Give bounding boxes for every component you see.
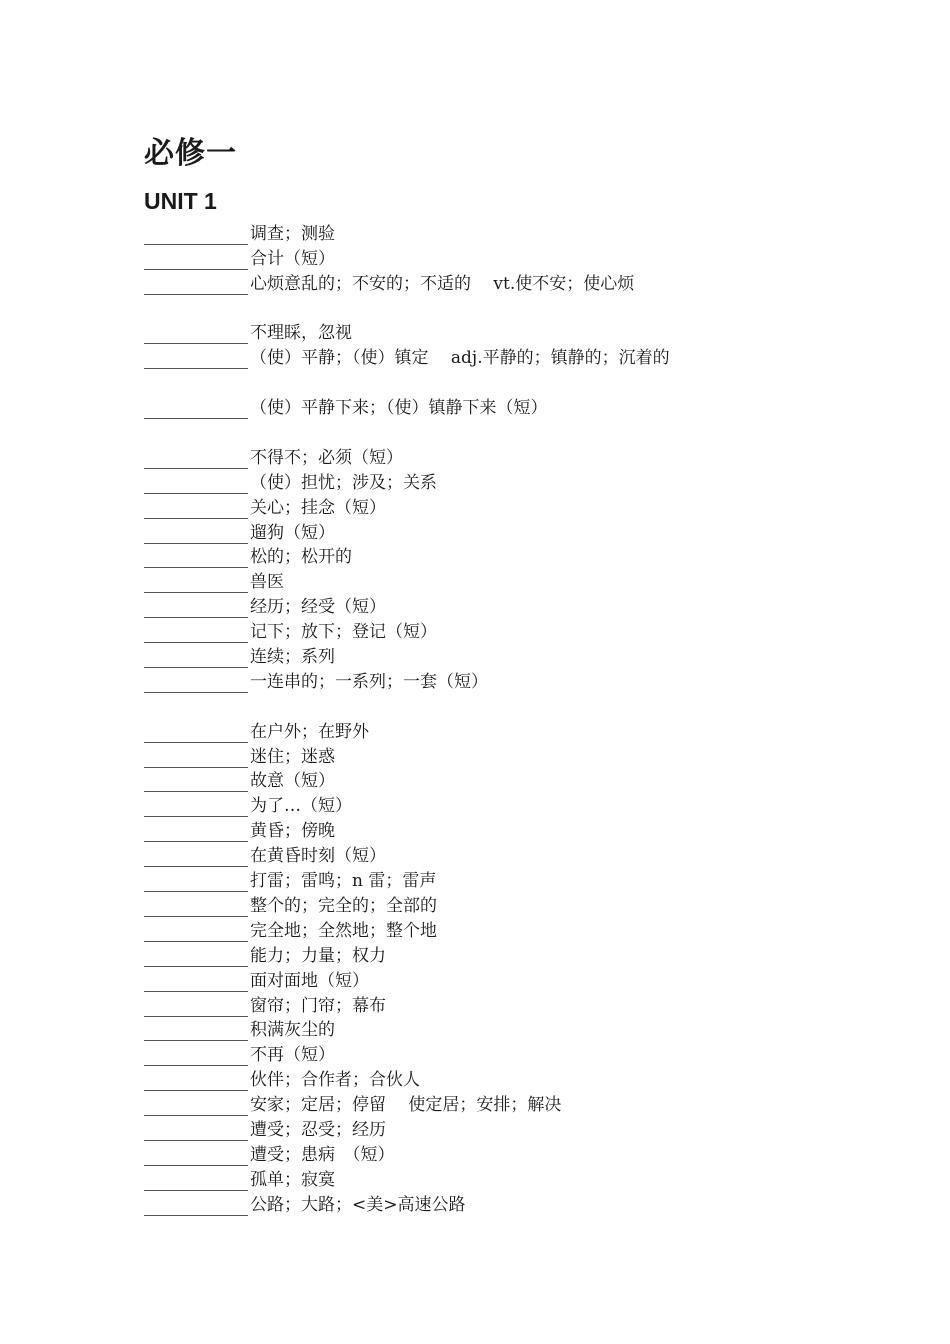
- vocab-meaning: 记下；放下；登记（短）: [250, 622, 437, 643]
- answer-blank[interactable]: [144, 898, 248, 917]
- answer-blank[interactable]: [144, 923, 248, 942]
- vocab-item: [144, 270, 864, 295]
- vocab-item: [144, 867, 864, 892]
- answer-blank[interactable]: [144, 549, 248, 568]
- answer-blank[interactable]: [144, 276, 248, 295]
- answer-blank[interactable]: [144, 400, 248, 419]
- answer-blank[interactable]: [144, 649, 248, 668]
- vocab-item: [144, 718, 864, 743]
- answer-blank[interactable]: [144, 823, 248, 842]
- answer-blank[interactable]: [144, 599, 248, 618]
- vocab-item: [144, 1017, 864, 1042]
- answer-blank[interactable]: [144, 1122, 248, 1141]
- vocab-meaning: 伙伴；合作者；合伙人: [250, 1070, 420, 1091]
- answer-blank[interactable]: [144, 674, 248, 693]
- vocab-meaning: 孤单；寂寞: [250, 1169, 335, 1190]
- vocab-meaning: 积满灰尘的: [250, 1020, 335, 1041]
- vocab-meaning: 兽医: [250, 572, 284, 593]
- answer-blank[interactable]: [144, 1022, 248, 1041]
- answer-blank[interactable]: [144, 948, 248, 967]
- vocab-meaning: 不再（短）: [250, 1045, 335, 1066]
- answer-blank[interactable]: [144, 500, 248, 519]
- vocab-item: [144, 917, 864, 942]
- vocab-meaning: 在户外；在野外: [250, 721, 369, 742]
- answer-blank[interactable]: [144, 226, 248, 245]
- vocab-meaning: 关心；挂念（短）: [250, 497, 386, 518]
- vocab-item: [144, 768, 864, 793]
- answer-blank[interactable]: [144, 1097, 248, 1116]
- vocab-item: [144, 394, 864, 419]
- vocab-item: [144, 792, 864, 817]
- vocab-item: [144, 320, 864, 345]
- answer-blank[interactable]: [144, 525, 248, 544]
- vocab-item: [144, 1166, 864, 1191]
- answer-blank[interactable]: [144, 251, 248, 270]
- vocab-meaning: 遛狗（短）: [250, 522, 335, 543]
- vocab-item: [144, 519, 864, 544]
- answer-blank[interactable]: [144, 798, 248, 817]
- answer-blank[interactable]: [144, 1172, 248, 1191]
- vocab-item: [144, 967, 864, 992]
- answer-blank[interactable]: [144, 1072, 248, 1091]
- unit-heading: UNIT 1: [144, 188, 217, 214]
- vocab-item: [144, 1141, 864, 1166]
- vocab-item: [144, 544, 864, 569]
- vocab-item: [144, 618, 864, 643]
- vocab-meaning: 为了…（短）: [250, 796, 352, 817]
- vocab-meaning: （使）担忧；涉及；关系: [250, 472, 437, 493]
- document-title: 必修一: [144, 136, 237, 171]
- answer-blank[interactable]: [144, 475, 248, 494]
- answer-blank[interactable]: [144, 1197, 248, 1216]
- vocab-item: [144, 568, 864, 593]
- vocab-meaning: 在黄昏时刻（短）: [250, 846, 386, 867]
- vocab-meaning: （使）平静；（使）镇定 adj.平静的；镇静的；沉着的: [250, 348, 670, 369]
- vocab-meaning: 黄昏；傍晚: [250, 821, 335, 842]
- vocab-meaning: 窗帘；门帘；幕布: [250, 995, 386, 1016]
- vocab-meaning: 迷住；迷惑: [250, 746, 335, 767]
- vocab-meaning: 安家；定居；停留 使定居；安排；解决: [250, 1095, 562, 1116]
- vocab-item: [144, 1066, 864, 1091]
- vocab-meaning: 完全地；全然地；整个地: [250, 920, 437, 941]
- vocab-meaning: 调查；测验: [250, 223, 335, 244]
- vocab-meaning: 松的；松开的: [250, 547, 352, 568]
- answer-blank[interactable]: [144, 1047, 248, 1066]
- answer-blank[interactable]: [144, 624, 248, 643]
- answer-blank[interactable]: [144, 998, 248, 1017]
- vocab-item: [144, 643, 864, 668]
- vocab-item: [144, 593, 864, 618]
- vocab-meaning: 一连串的；一系列；一套（短）: [250, 671, 488, 692]
- vocab-item: [144, 220, 864, 245]
- vocab-item: [144, 743, 864, 768]
- vocab-meaning: 合计（短）: [250, 248, 335, 269]
- vocab-meaning: 故意（短）: [250, 771, 335, 792]
- answer-blank[interactable]: [144, 450, 248, 469]
- answer-blank[interactable]: [144, 873, 248, 892]
- vocab-item: [144, 668, 864, 693]
- answer-blank[interactable]: [144, 1147, 248, 1166]
- vocab-meaning: 整个的；完全的；全部的: [250, 895, 437, 916]
- vocab-item: [144, 1116, 864, 1141]
- answer-blank[interactable]: [144, 574, 248, 593]
- vocab-item: [144, 344, 864, 369]
- vocab-item: [144, 1191, 864, 1216]
- document-page: [144, 132, 864, 1216]
- vocab-meaning: 心烦意乱的；不安的；不适的 vt.使不安；使心烦: [250, 273, 635, 294]
- vocab-item: [144, 245, 864, 270]
- vocab-meaning: 不得不；必须（短）: [250, 447, 403, 468]
- vocab-meaning: 打雷；雷鸣；n 雷；雷声: [250, 871, 437, 892]
- answer-blank[interactable]: [144, 350, 248, 369]
- answer-blank[interactable]: [144, 848, 248, 867]
- vocab-item: [144, 469, 864, 494]
- vocab-meaning: 面对面地（短）: [250, 970, 369, 991]
- vocab-meaning: 不理睬，忽视: [250, 323, 352, 344]
- answer-blank[interactable]: [144, 773, 248, 792]
- vocab-item: [144, 494, 864, 519]
- vocab-meaning: 能力；力量；权力: [250, 945, 386, 966]
- vocab-meaning: （使）平静下来；（使）镇静下来（短）: [250, 398, 548, 419]
- vocab-item: [144, 817, 864, 842]
- vocab-meaning: 经历；经受（短）: [250, 597, 386, 618]
- vocab-item: [144, 842, 864, 867]
- answer-blank[interactable]: [144, 749, 248, 768]
- vocab-meaning: 遭受；患病 （短）: [250, 1144, 395, 1165]
- vocab-item: [144, 992, 864, 1017]
- vocab-meaning: 遭受；忍受；经历: [250, 1119, 386, 1140]
- vocab-item: [144, 1091, 864, 1116]
- vocab-list: [144, 220, 864, 1216]
- vocab-meaning: 公路；大路；<美>高速公路: [250, 1194, 466, 1215]
- vocab-item: [144, 444, 864, 469]
- vocab-meaning: 连续；系列: [250, 647, 335, 668]
- answer-blank[interactable]: [144, 325, 248, 344]
- answer-blank[interactable]: [144, 973, 248, 992]
- vocab-item: [144, 1041, 864, 1066]
- vocab-item: [144, 942, 864, 967]
- vocab-item: [144, 892, 864, 917]
- answer-blank[interactable]: [144, 724, 248, 743]
